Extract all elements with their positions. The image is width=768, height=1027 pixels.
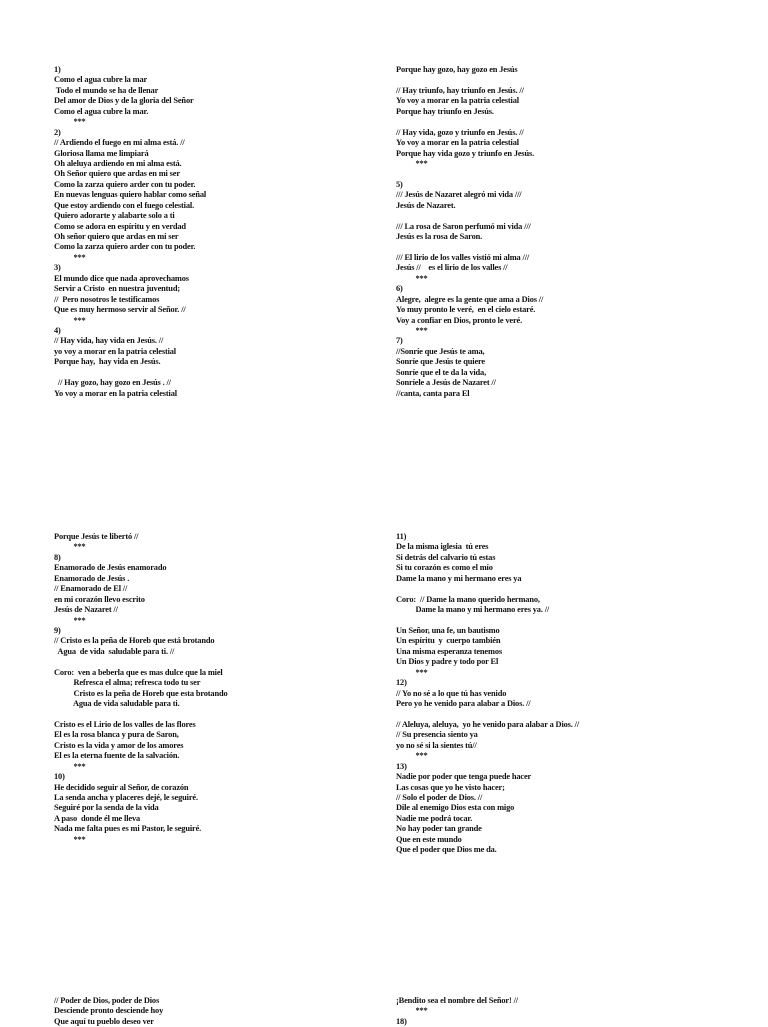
lyric-line xyxy=(396,211,543,221)
lyric-line: yo voy a morar en la patria celestial xyxy=(54,346,176,356)
lyric-line: El es la rosa blanca y pura de Saron, xyxy=(54,730,179,740)
page-column-6 xyxy=(396,996,518,1027)
lyric-line: 8) xyxy=(54,552,61,562)
lyric-line: Voy a confiar en Dios, pronto le veré. xyxy=(396,315,523,325)
lyric-line: // Solo el poder de Dios. // xyxy=(396,792,483,802)
lyric-line xyxy=(396,169,543,179)
lyric-line: // Pero nosotros le testificamos xyxy=(54,294,160,304)
lyric-line: Porque hay, hay vida en Jesús. xyxy=(54,357,161,367)
lyric-line: Quiero adorarte y alabarte solo a ti xyxy=(54,211,175,221)
lyric-line xyxy=(54,368,206,378)
lyric-line: Agua de vida saludable para ti. // xyxy=(54,646,175,656)
lyric-line: // Su presencia siento ya xyxy=(396,730,478,740)
lyric-line: *** xyxy=(396,1006,428,1016)
lyric-line: Cristo es la peña de Horeb que esta brotando xyxy=(54,688,228,698)
lyric-line: // Poder de Dios, poder de Dios xyxy=(54,996,160,1005)
lyric-line: *** xyxy=(396,667,428,677)
lyric-line: Porque hay vida gozo y triunfo en Jesús. xyxy=(396,148,535,158)
lyric-line: // Aleluya, aleluya, yo he venido para alabar a Dios. // xyxy=(396,719,580,729)
lyric-line: Porque hay gozo, hay gozo en Jesús xyxy=(396,65,518,74)
lyric-line: Todo el mundo se ha de llenar xyxy=(54,85,159,95)
lyric-line: *** xyxy=(54,761,86,771)
lyric-line: *** xyxy=(54,252,86,262)
lyric-line: Servir a Cristo en nuestra juventud; xyxy=(54,284,180,294)
lyric-line: De la misma iglesia tú eres xyxy=(396,542,489,552)
lyric-line xyxy=(54,657,228,667)
lyric-line: 6) xyxy=(396,284,403,294)
lyric-line: Alegre, alegre es la gente que ama a Dios // xyxy=(396,294,544,304)
lyric-line: 13) xyxy=(396,761,407,771)
lyric-line: A paso donde él me lleva xyxy=(54,813,141,823)
lyric-line: Jesús es la rosa de Saron. xyxy=(396,232,483,241)
lyric-line: Que el poder que Dios me da. xyxy=(396,845,497,855)
lyric-line: Enamorado de Jesús . xyxy=(54,573,130,583)
lyric-line: Gloriosa llama me limpiará xyxy=(54,148,149,158)
lyric-line: // Ardiendo el fuego en mi alma está. // xyxy=(54,138,185,148)
lyric-line: Desciende pronto desciende hoy xyxy=(54,1006,164,1016)
lyric-line: Sonríele a Jesús de Nazaret // xyxy=(396,378,496,388)
lyric-line: *** xyxy=(54,117,86,127)
lyric-line: Una misma esperanza tenemos xyxy=(396,646,502,656)
lyric-line: Como el agua cubre la mar xyxy=(54,75,148,85)
lyric-line: 7) xyxy=(396,336,403,346)
lyric-line: Dame la mano y mi hermano eres ya. // xyxy=(396,605,550,615)
lyric-line: *** xyxy=(54,542,86,552)
lyric-line: /// El lirio de los valles vistió mi alma /// xyxy=(396,252,530,262)
lyric-line: Que es muy hermoso servir al Señor. // xyxy=(54,305,186,315)
lyric-line: Que estoy ardiendo con el fuego celestial. xyxy=(54,200,195,210)
lyric-line: Las cosas que yo he visto hacer; xyxy=(396,782,505,792)
lyric-line: Jesús de Nazaret. xyxy=(396,200,456,210)
lyric-line: Seguiré por la senda de la vida xyxy=(54,803,159,813)
lyric-line: Del amor de Dios y de la gloria del Señor xyxy=(54,96,194,106)
page-column-5 xyxy=(54,996,163,1027)
lyric-line: Cristo es la vida y amor de los amores xyxy=(54,740,184,750)
lyric-line: Oh señor quiero que ardas en mi ser xyxy=(54,232,179,241)
lyric-line: /// Jesús de Nazaret alegró mi vida /// xyxy=(396,190,522,200)
lyric-line: En nuevas lenguas quiero hablar como señal xyxy=(54,190,207,200)
lyric-line: Coro: // Dame la mano querido hermano, xyxy=(396,594,540,604)
lyric-line: *** xyxy=(54,315,86,325)
lyric-line: El mundo dice que nada aprovechamos xyxy=(54,273,189,283)
lyric-line: Que en este mundo xyxy=(396,834,462,844)
lyric-line: Porque hay triunfo en Jesús. xyxy=(396,106,494,116)
lyric-line: 5) xyxy=(396,179,403,189)
lyric-line xyxy=(396,75,543,85)
lyric-line: 10) xyxy=(54,772,65,782)
lyric-line: //Sonríe que Jesús te ama, xyxy=(396,346,485,356)
lyric-line: Yo muy pronto le veré, en el cielo estaré. xyxy=(396,305,536,315)
lyric-line: *** xyxy=(396,273,428,283)
lyric-line: He decidido seguir al Señor, de corazón xyxy=(54,782,189,792)
lyric-line: Oh aleluya ardiendo en mi alma está. xyxy=(54,158,182,168)
page-column-3 xyxy=(54,532,228,845)
lyric-line: Un Dios y padre y todo por El xyxy=(396,657,499,667)
lyric-line: // Hay triunfo, hay triunfo en Jesús. // xyxy=(396,85,524,95)
lyric-line: Cristo es el Lirio de los valles de las flores xyxy=(54,719,196,729)
lyric-line: Dame la mano y mi hermano eres ya xyxy=(396,573,522,583)
lyric-line: Pero yo he venido para alabar a Dios. // xyxy=(396,699,531,708)
lyric-line: Yo voy a morar en la patria celestial xyxy=(54,388,177,398)
lyric-line xyxy=(396,709,579,719)
lyric-line: La senda ancha y placeres dejé, le seguiré. xyxy=(54,792,198,802)
lyric-line: 11) xyxy=(396,532,407,541)
lyric-line: en mi corazón llevo escrito xyxy=(54,594,145,604)
lyric-line: // Hay vida, hay vida en Jesús. // xyxy=(54,336,164,346)
lyric-line: Nadie me podrá tocar. xyxy=(396,813,473,823)
lyric-line: // Enamorado de El // xyxy=(54,584,128,594)
lyric-line: Coro: ven a beberla que es mas dulce que la miel xyxy=(54,667,223,677)
lyric-line: Nadie por poder que tenga puede hacer xyxy=(396,772,532,782)
lyric-line: // Yo no sé a lo que tú has venido xyxy=(396,688,507,698)
lyric-line: Como se adora en espíritu y en verdad xyxy=(54,221,186,231)
lyric-line: Porque Jesús te libertó // xyxy=(54,532,139,541)
lyric-line xyxy=(396,117,543,127)
lyric-line: 12) xyxy=(396,678,407,688)
lyric-line: *** xyxy=(396,325,428,335)
page-column-1 xyxy=(54,65,206,399)
lyric-line xyxy=(396,616,579,626)
lyric-line: Nada me falta pues es mi Pastor, le seguiré. xyxy=(54,824,202,834)
lyric-line: Como la zarza quiero arder con tu poder. xyxy=(54,242,196,252)
lyric-line: *** xyxy=(396,158,428,168)
lyric-line: Como la zarza quiero arder con tu poder. xyxy=(54,179,196,189)
page-column-2 xyxy=(396,65,543,399)
lyric-line: 3) xyxy=(54,263,61,273)
lyric-line: 4) xyxy=(54,325,61,335)
lyric-line: 9) xyxy=(54,625,61,635)
lyric-line: El es la eterna fuente de la salvación. xyxy=(54,751,180,761)
lyric-line: Enamorado de Jesús enamorado xyxy=(54,563,167,573)
lyric-line: Yo voy a morar en la patria celestial xyxy=(396,96,519,106)
lyric-line: Dile al enemigo Dios esta con migo xyxy=(396,803,515,813)
lyric-line: ¡Bendito sea el nombre del Señor! // xyxy=(396,996,518,1005)
lyric-line: Si detrás del calvario tú estas xyxy=(396,552,496,562)
lyric-line: Sonríe que Jesús te quiere xyxy=(396,357,486,367)
lyric-line xyxy=(396,242,543,252)
lyric-line: Un espíritu y cuerpo también xyxy=(396,636,501,646)
lyric-line: // Hay gozo, hay gozo en Jesús . // xyxy=(54,378,171,388)
page-column-4 xyxy=(396,532,579,856)
lyric-line: Agua de vida saludable para ti. xyxy=(54,699,180,708)
lyric-line: *** xyxy=(54,615,86,625)
lyric-line: Un Señor, una fe, un bautismo xyxy=(396,625,500,635)
lyric-line: Que aquí tu pueblo deseo ver xyxy=(54,1016,154,1026)
lyric-line: Yo voy a morar en la patria celestial xyxy=(396,138,519,148)
lyric-line: *** xyxy=(54,834,86,844)
lyric-line: No hay poder tan grande xyxy=(396,824,482,834)
lyric-line: Si tu corazón es como el mío xyxy=(396,563,493,573)
lyric-line: Oh Señor quiero que ardas en mi ser xyxy=(54,169,180,179)
lyric-line: Refresca el alma; refresca todo tu ser xyxy=(54,678,201,688)
lyric-line: *** xyxy=(396,751,428,761)
lyric-line: //canta, canta para El xyxy=(396,388,470,398)
lyric-line: 1) xyxy=(54,65,61,74)
lyric-line: yo no sé si la sientes tú// xyxy=(396,740,477,750)
lyric-line: Jesús de Nazaret // xyxy=(54,605,118,615)
lyric-line: // Hay vida, gozo y triunfo en Jesús. // xyxy=(396,127,524,137)
lyric-line xyxy=(396,584,579,594)
lyric-line: 18) xyxy=(396,1016,407,1026)
lyric-line: // Cristo es la peña de Horeb que está brotando xyxy=(54,636,215,646)
lyric-line: 2) xyxy=(54,127,61,137)
lyric-line: Como el agua cubre la mar. xyxy=(54,106,149,116)
lyric-line xyxy=(54,709,228,719)
lyric-line: /// La rosa de Saron perfumó mi vida /// xyxy=(396,221,531,231)
lyric-line: Jesús // es el lirio de los valles // xyxy=(396,263,508,273)
lyric-line: Sonríe que el te da la vida, xyxy=(396,367,487,377)
